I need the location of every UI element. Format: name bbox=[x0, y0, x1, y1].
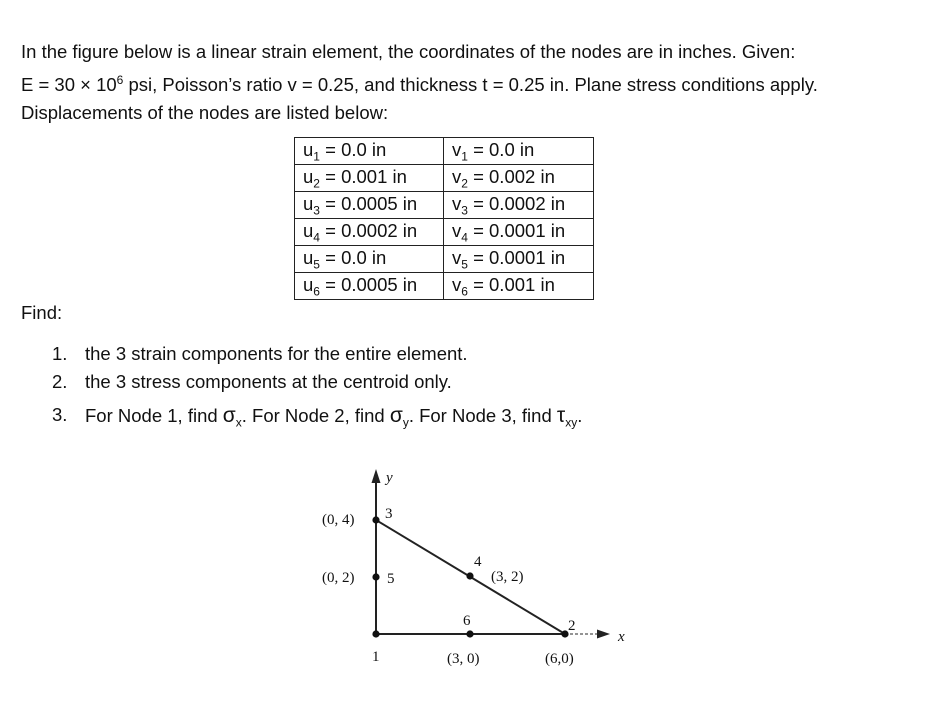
node-4-label: 4 bbox=[474, 554, 482, 570]
node-2-coordinate: (6,0) bbox=[545, 651, 574, 667]
u-node-subscript: 4 bbox=[313, 230, 320, 245]
u-variable: u bbox=[303, 273, 314, 295]
v-variable: v bbox=[452, 219, 462, 241]
u-displacement-cell bbox=[295, 138, 444, 165]
task-text-part: . For Node 2, find bbox=[241, 405, 390, 426]
v-node-subscript: 2 bbox=[461, 176, 468, 191]
u-displacement-cell bbox=[295, 165, 444, 192]
displacement-row bbox=[295, 273, 594, 300]
displacement-table-body bbox=[295, 138, 594, 300]
task-text: the 3 stress components at the centroid only. bbox=[85, 371, 452, 392]
v-node-subscript: 1 bbox=[461, 149, 468, 164]
task-item-1 bbox=[52, 343, 582, 371]
v-variable: v bbox=[452, 246, 462, 268]
node-5-marker bbox=[372, 573, 379, 580]
task-list bbox=[52, 343, 582, 430]
task-number: 1. bbox=[52, 343, 68, 364]
element-figure bbox=[300, 460, 650, 675]
displacement-table bbox=[294, 137, 594, 300]
tau-symbol: τ bbox=[556, 404, 566, 427]
v-displacement-cell bbox=[444, 165, 594, 192]
problem-statement bbox=[21, 38, 931, 127]
node-3-label: 3 bbox=[385, 506, 393, 522]
u-node-subscript: 6 bbox=[313, 284, 320, 299]
v-node-subscript: 3 bbox=[461, 203, 468, 218]
node-2-label: 2 bbox=[568, 618, 576, 634]
intro-line-2-prefix: E = 30 × 10 bbox=[21, 74, 117, 96]
u-value: = 0.0005 in bbox=[319, 192, 418, 214]
task-text-part: . bbox=[577, 405, 583, 426]
task-text-part: For Node 1, find bbox=[85, 405, 223, 426]
intro-line-2-exponent: 6 bbox=[116, 73, 124, 87]
task-item-3 bbox=[52, 404, 582, 430]
subscript: xy bbox=[565, 415, 578, 430]
u-displacement-cell bbox=[295, 192, 444, 219]
node-6-coordinate: (3, 0) bbox=[447, 651, 480, 667]
u-value: = 0.0002 in bbox=[319, 219, 418, 241]
v-displacement-cell bbox=[444, 273, 594, 300]
u-variable: u bbox=[303, 219, 314, 241]
u-value: = 0.001 in bbox=[319, 165, 407, 187]
node-3-marker bbox=[372, 516, 379, 523]
v-node-subscript: 6 bbox=[461, 284, 468, 299]
v-value: = 0.0001 in bbox=[467, 246, 566, 268]
y-axis-label: y bbox=[386, 470, 393, 486]
node-3-coordinate: (0, 4) bbox=[322, 512, 355, 528]
u-node-subscript: 5 bbox=[313, 257, 320, 272]
v-variable: v bbox=[452, 138, 462, 160]
v-value: = 0.0002 in bbox=[467, 192, 566, 214]
v-displacement-cell bbox=[444, 246, 594, 273]
u-value: = 0.0 in bbox=[319, 246, 387, 268]
v-variable: v bbox=[452, 273, 462, 295]
node-5-coordinate: (0, 2) bbox=[322, 570, 355, 586]
node-1-marker bbox=[372, 630, 379, 637]
node-4-coordinate: (3, 2) bbox=[491, 569, 524, 585]
task-item-2 bbox=[52, 371, 582, 404]
displacement-row bbox=[295, 165, 594, 192]
v-variable: v bbox=[452, 165, 462, 187]
u-displacement-cell bbox=[295, 219, 444, 246]
u-node-subscript: 3 bbox=[313, 203, 320, 218]
v-value: = 0.0001 in bbox=[467, 219, 566, 241]
subscript: y bbox=[402, 415, 409, 430]
u-variable: u bbox=[303, 165, 314, 187]
node-1-label: 1 bbox=[372, 649, 380, 665]
v-displacement-cell bbox=[444, 192, 594, 219]
subscript: x bbox=[235, 415, 242, 430]
u-node-subscript: 2 bbox=[313, 176, 320, 191]
intro-line-2 bbox=[21, 66, 931, 99]
node-6-label: 6 bbox=[463, 613, 471, 629]
task-number: 2. bbox=[52, 371, 68, 392]
task-text-part: . For Node 3, find bbox=[408, 405, 557, 426]
sigma-symbol: σ bbox=[222, 404, 236, 427]
node-4-marker bbox=[466, 572, 473, 579]
intro-line-1: In the figure below is a linear strain element, the coordinates of the nodes are in inches. Given: bbox=[21, 41, 796, 62]
x-axis-arrowhead bbox=[597, 630, 610, 639]
v-value: = 0.002 in bbox=[467, 165, 555, 187]
v-node-subscript: 4 bbox=[461, 230, 468, 245]
v-value: = 0.001 in bbox=[467, 273, 555, 295]
sigma-symbol: σ bbox=[389, 404, 403, 427]
u-node-subscript: 1 bbox=[313, 149, 320, 164]
y-axis-arrowhead bbox=[372, 469, 381, 483]
intro-line-3: Displacements of the nodes are listed below: bbox=[21, 102, 389, 124]
displacement-row bbox=[295, 246, 594, 273]
task-text: the 3 strain components for the entire element. bbox=[85, 343, 468, 364]
task-number: 3. bbox=[52, 404, 68, 425]
u-displacement-cell bbox=[295, 273, 444, 300]
u-variable: u bbox=[303, 138, 314, 160]
v-variable: v bbox=[452, 192, 462, 214]
u-value: = 0.0005 in bbox=[319, 273, 418, 295]
node-5-label: 5 bbox=[387, 571, 395, 587]
u-displacement-cell bbox=[295, 246, 444, 273]
v-displacement-cell bbox=[444, 219, 594, 246]
displacement-row bbox=[295, 219, 594, 246]
find-label: Find: bbox=[21, 302, 63, 323]
v-displacement-cell bbox=[444, 138, 594, 165]
v-value: = 0.0 in bbox=[467, 138, 535, 160]
x-axis-label: x bbox=[618, 629, 625, 645]
node-6-marker bbox=[466, 630, 473, 637]
v-node-subscript: 5 bbox=[461, 257, 468, 272]
u-value: = 0.0 in bbox=[319, 138, 387, 160]
displacement-row bbox=[295, 138, 594, 165]
displacement-row bbox=[295, 192, 594, 219]
u-variable: u bbox=[303, 246, 314, 268]
intro-line-2-suffix: psi, Poisson’s ratio v = 0.25, and thickness t = 0.25 in. Plane stress conditions apply. bbox=[123, 74, 818, 96]
u-variable: u bbox=[303, 192, 314, 214]
